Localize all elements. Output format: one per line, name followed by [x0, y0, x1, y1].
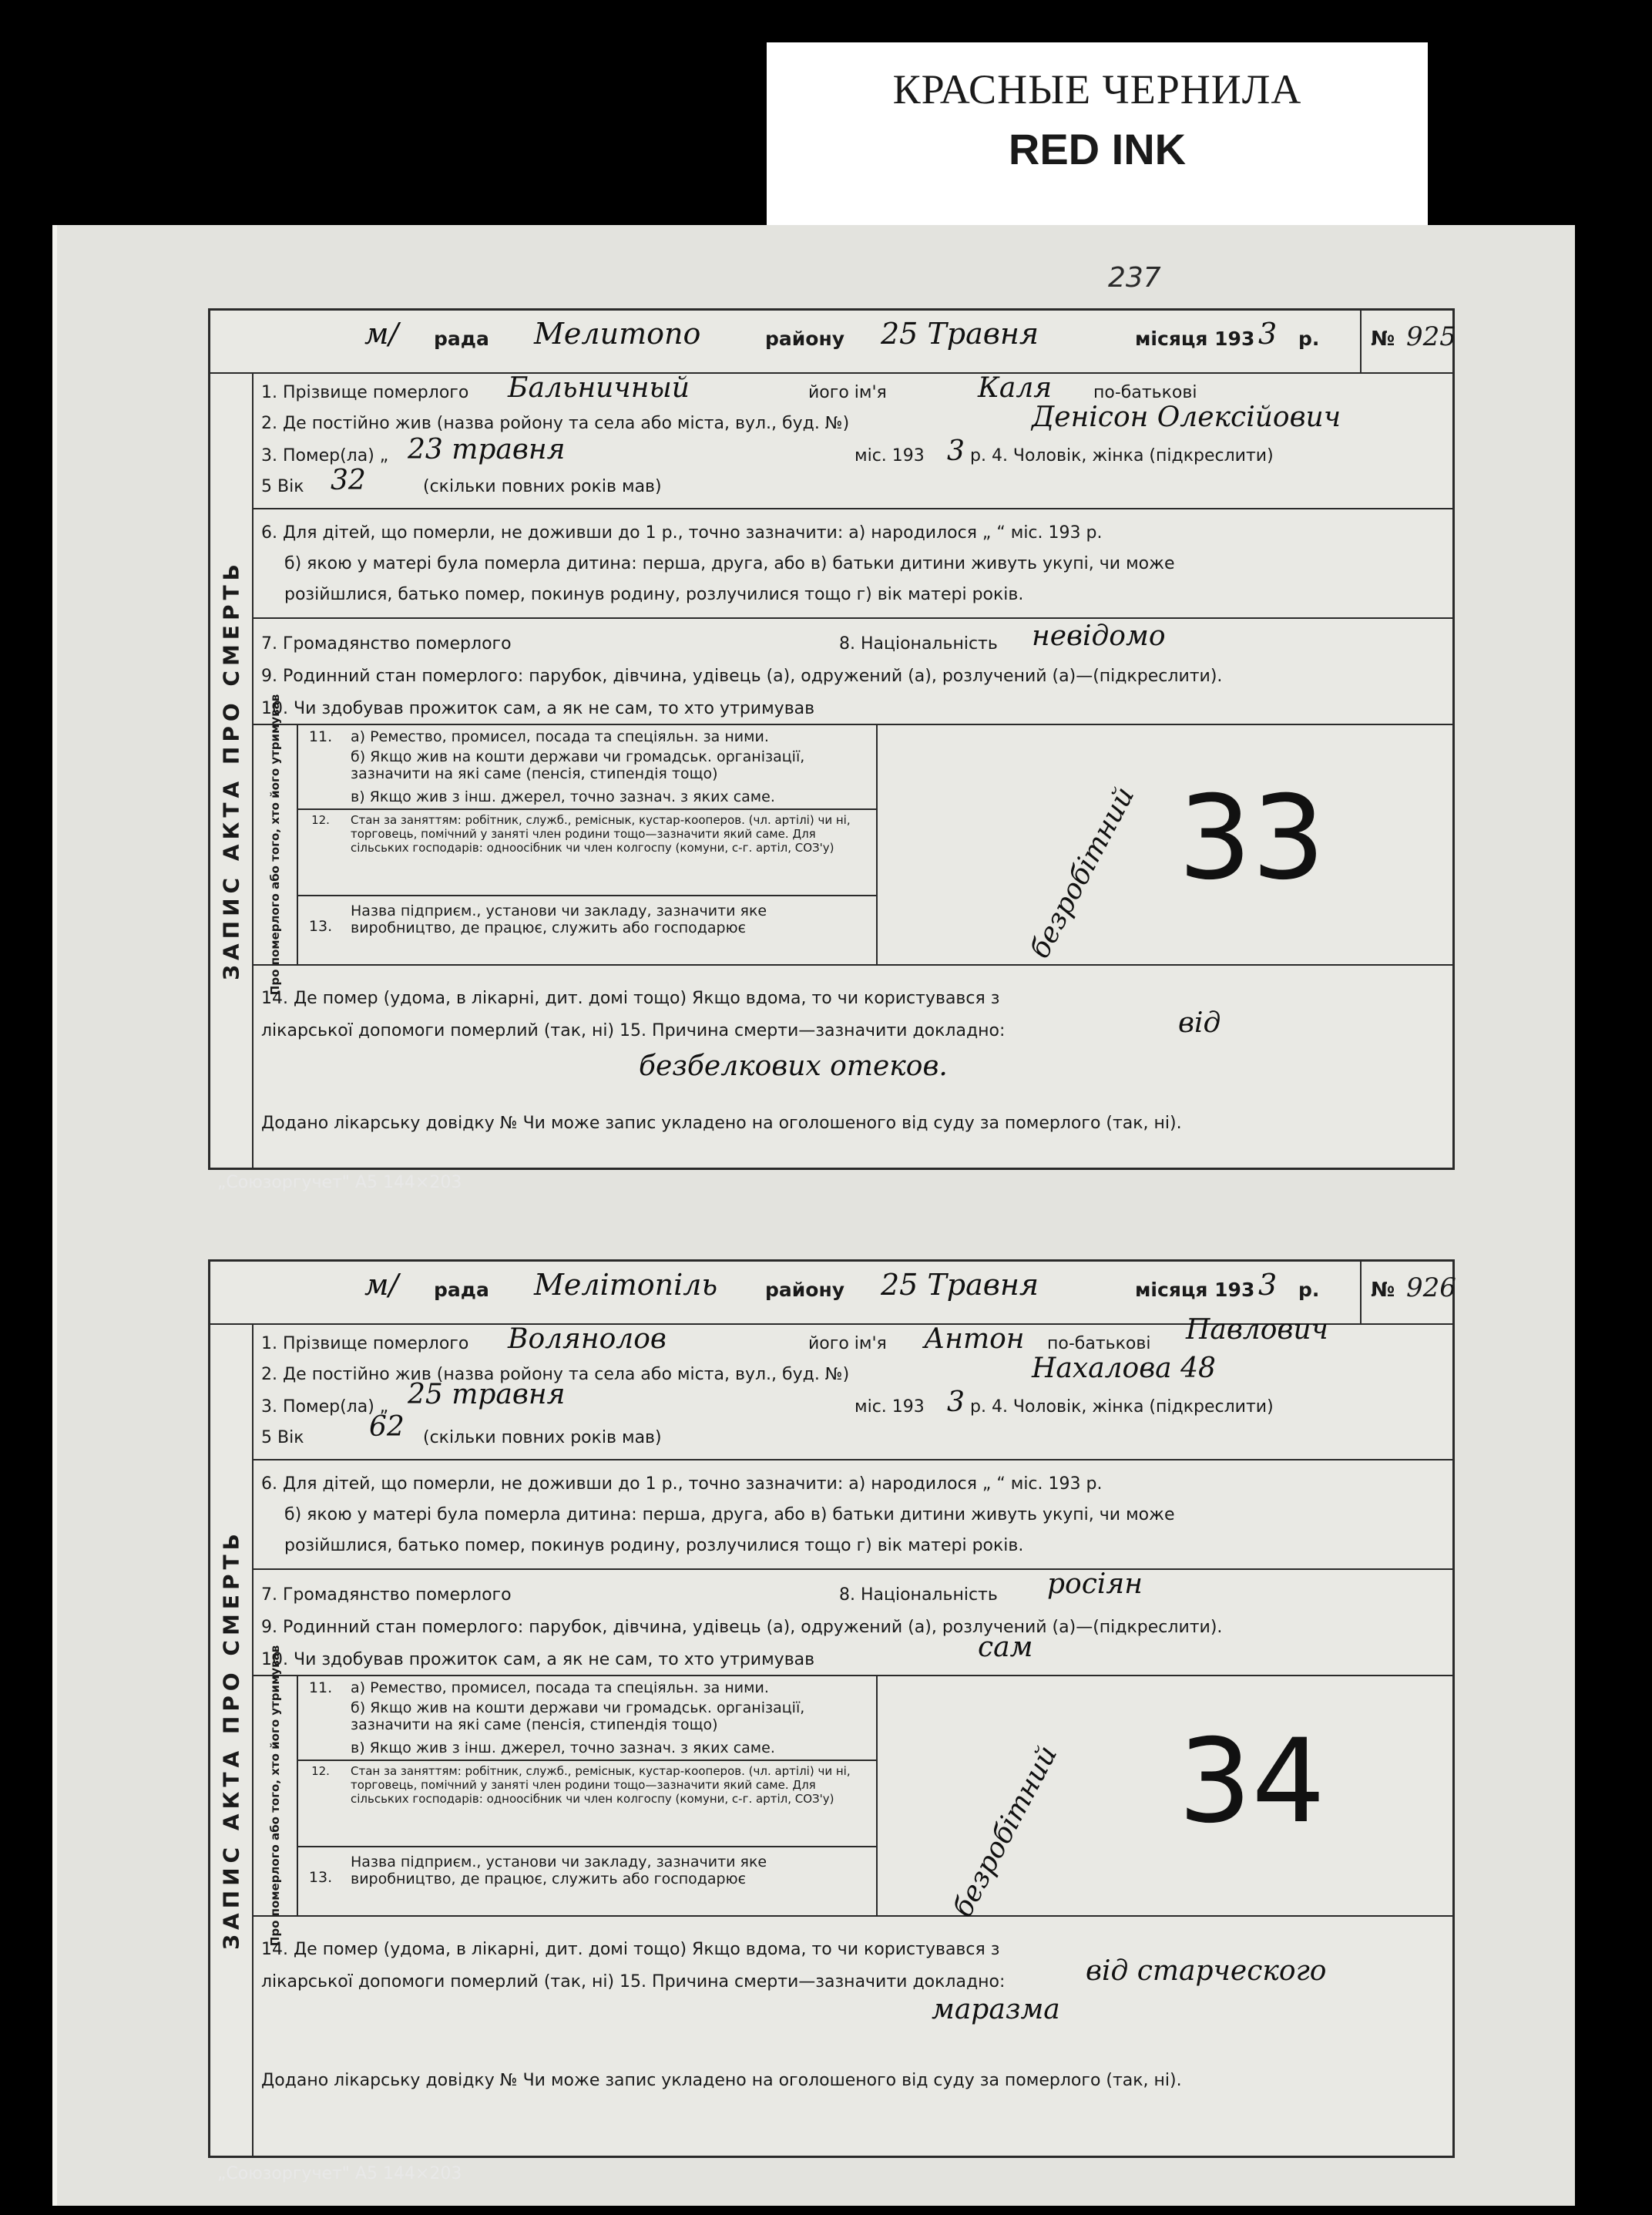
line-1-patr: по-батькові [1047, 1334, 1151, 1353]
line-16: Додано лікарську довідку № Чи може запис укладено на оголошеного від суду за померлого (так, ні). [261, 1114, 1182, 1133]
age: 32 [331, 465, 366, 496]
line-15: лікарської допомоги померлий (так, ні) 15. Причина смерти—зазначити докладно: [261, 1972, 1006, 1991]
year-digit: 3 [1258, 1268, 1278, 1302]
record-number: 926 [1406, 1272, 1456, 1303]
line-9: 9. Родинний стан померлого: парубок, дівчина, удівець (а), одружений (а), розлучений (а)—(підкреслити). [261, 667, 1223, 686]
residence: Денісон Олексійович [1032, 402, 1341, 433]
line-14: 14. Де помер (удома, в лікарні, дит. домі тощо) Якщо вдома, то чи користувався з [261, 1940, 1000, 1959]
surname: Бальничный [508, 372, 690, 404]
given-name: Антон [924, 1323, 1025, 1355]
line-6a: 6. Для дітей, що померли, не доживши до 1 р., точно зазначити: а) народилося „ “ міс. 193 р. [261, 523, 1103, 543]
line-5-label: 5 Вік [261, 477, 304, 496]
council-handwritten: м/ [364, 1268, 399, 1302]
line-3-label: 3. Помер(ла) „ [261, 1397, 389, 1417]
header-month: місяця 193 [1135, 1279, 1255, 1301]
form-footer-2: „Союзоргучет" А5 144×203 [217, 2164, 462, 2183]
line-3-mis: міс. 193 [855, 446, 925, 466]
header-month: місяця 193 [1135, 328, 1255, 350]
line-6c: розійшлися, батько помер, покинув родину, розлучилися тощо г) вік матері років. [284, 585, 1024, 604]
line-5-label: 5 Вік [261, 1428, 304, 1447]
header-no: № [1371, 1279, 1395, 1302]
record-number-box [1360, 311, 1456, 372]
line-6c: розійшлися, батько помер, покинув родину, розлучилися тощо г) вік матері років. [284, 1536, 1024, 1555]
tag-russian: КРАСНЫЕ ЧЕРНИЛА [892, 66, 1302, 113]
record-big-number: 34 [1178, 1715, 1325, 1849]
line-6a: 6. Для дітей, що померли, не доживши до 1 р., точно зазначити: а) народилося „ “ міс. 193 р. [261, 1474, 1103, 1494]
line-9: 9. Родинний стан померлого: парубок, дівчина, удівець (а), одружений (а), розлучений (а)—(підкреслити). [261, 1618, 1223, 1637]
given-name: Каля [978, 372, 1053, 404]
header-no: № [1371, 328, 1395, 351]
side-title: ЗАПИС АКТА ПРО СМЕРТЬ [210, 1323, 254, 2156]
header-rada: рада [434, 1279, 489, 1301]
cause-line-2: маразма [932, 1994, 1060, 2025]
death-day: 23 травня [408, 434, 566, 466]
occupation-handwritten: безробітний [947, 1740, 1064, 1923]
header-raion: району [765, 328, 845, 350]
occupation-block: Про померлого або того, хто його утримував 11. а) Ремество, промисел, посада та спеціяльн. за ними. б) Якщо жив на кошти держави чи громадськ. організації, зазначити на які саме (пенсія, стипендія тощо) в) Якщо жив з інш. джерел, точно зазнач. з яких саме. 12. Стан за заняттям: робітник, служб., реміснык, кустар-кооперов. (чл. артілі) чи ні, торговець, помічний у заняті член родини тощо—зазначити який саме. Для сільських господарів: одноосібник чи член колгоспу (комуни, с-г. артіл, СОЗ'у) 13. Назва підприєм., установи чи закладу, зазначити яке виробництво, де працює, служить або господарює безробітний 33 [254, 724, 1452, 966]
form-header [210, 311, 1456, 374]
line-1-patr: по-батькові [1093, 383, 1197, 402]
death-record-form-2 [208, 1259, 1455, 2158]
occupation-block: Про померлого або того, хто його утримував 11. а) Ремество, промисел, посада та спеціяльн. за ними. б) Якщо жив на кошти держави чи громадськ. організації, зазначити на які саме (пенсія, стипендія тощо) в) Якщо жив з інш. джерел, точно зазнач. з яких саме. 12. Стан за заняттям: робітник, служб., реміснык, кустар-кооперов. (чл. артілі) чи ні, торговець, помічний у заняті член родини тощо—зазначити який саме. Для сільських господарів: одноосібник чи член колгоспу (комуни, с-г. артіл, СОЗ'у) 13. Назва підприєм., установи чи закладу, зазначити яке виробництво, де працює, служить або господарює безробітний 34 [254, 1675, 1452, 1917]
date-handwritten: 25 Травня [881, 317, 1039, 351]
form-footer-1: „Союзоргучет" А5 144×203 [217, 1173, 462, 1192]
record-number: 925 [1406, 321, 1456, 352]
year-digit: 3 [1258, 317, 1278, 351]
line-1-name: його ім'я [808, 383, 887, 402]
line-2-label: 2. Де постійно жив (назва ройону та села або міста, вул., буд. №) [261, 414, 850, 433]
supported-by: сам [978, 1632, 1033, 1663]
cause-line-1: від [1178, 1007, 1221, 1039]
line-3-label: 3. Помер(ла) „ [261, 446, 389, 466]
header-rada: рада [434, 328, 489, 350]
surname: Волянолов [508, 1323, 667, 1355]
line-2-label: 2. Де постійно жив (назва ройону та села або міста, вул., буд. №) [261, 1365, 850, 1384]
district-handwritten: Мелітопіль [534, 1268, 718, 1302]
nationality: невідомо [1032, 620, 1166, 652]
line-3-mis: міс. 193 [855, 1397, 925, 1417]
line-8-label: 8. Національність [839, 1585, 998, 1605]
line-5-rest: (скільки повних років мав) [423, 477, 662, 496]
line-10: 10. Чи здобував прожиток сам, а як не сам, то хто утримував [261, 699, 815, 718]
line-8-label: 8. Національність [839, 634, 998, 654]
line-6b: б) якою у матері була померла дитина: перша, друга, або в) батьки дитини живуть укупі, чи може [284, 1505, 1175, 1524]
header-r: р. [1298, 1279, 1320, 1301]
header-r: р. [1298, 328, 1320, 350]
nationality: росіян [1047, 1568, 1143, 1600]
line-7-label: 7. Громадянство померлого [261, 1585, 512, 1605]
line-16: Додано лікарську довідку № Чи може запис укладено на оголошеного від суду за померлого (так, ні). [261, 2071, 1182, 2090]
occupation-handwritten: безробітний [1024, 781, 1141, 964]
death-year-digit: 3 [947, 1386, 965, 1418]
date-handwritten: 25 Травня [881, 1268, 1039, 1302]
line-10: 10. Чи здобував прожиток сам, а як не сам, то хто утримував [261, 1650, 815, 1669]
side-title: ЗАПИС АКТА ПРО СМЕРТЬ [210, 372, 254, 1168]
death-day: 25 травня [408, 1379, 566, 1410]
line-5-rest: (скільки повних років мав) [423, 1428, 662, 1447]
council-handwritten: м/ [364, 317, 399, 351]
death-record-form-1 [208, 308, 1455, 1170]
red-ink-tag [767, 42, 1428, 231]
cause-line-1: від старческого [1086, 1955, 1327, 1987]
page-number: 237 [1108, 262, 1161, 294]
cause-line-2: безбелкових отеков. [639, 1050, 948, 1082]
line-14: 14. Де помер (удома, в лікарні, дит. домі тощо) Якщо вдома, то чи користувався з [261, 989, 1000, 1008]
record-big-number: 33 [1178, 771, 1325, 906]
residence: Нахалова 48 [1032, 1353, 1216, 1384]
line-1-label: 1. Прізвище померлого [261, 1334, 469, 1353]
line-7-label: 7. Громадянство померлого [261, 634, 512, 654]
district-handwritten: Мелитопо [534, 317, 701, 351]
patronymic: Павлович [1186, 1314, 1328, 1346]
tag-english: RED INK [1008, 125, 1187, 173]
line-1-name: його ім'я [808, 1334, 887, 1353]
line-6b: б) якою у матері була померла дитина: перша, друга, або в) батьки дитини живуть укупі, чи може [284, 554, 1175, 573]
line-3-rest: р. 4. Чоловік, жінка (підкреслити) [970, 1397, 1274, 1417]
line-3-rest: р. 4. Чоловік, жінка (підкреслити) [970, 446, 1274, 466]
line-15: лікарської допомоги померлий (так, ні) 15. Причина смерти—зазначити докладно: [261, 1021, 1006, 1040]
line-1-label: 1. Прізвище померлого [261, 383, 469, 402]
record-number-box [1360, 1262, 1456, 1323]
death-year-digit: 3 [947, 435, 965, 467]
age: 62 [369, 1411, 405, 1443]
header-raion: району [765, 1279, 845, 1301]
